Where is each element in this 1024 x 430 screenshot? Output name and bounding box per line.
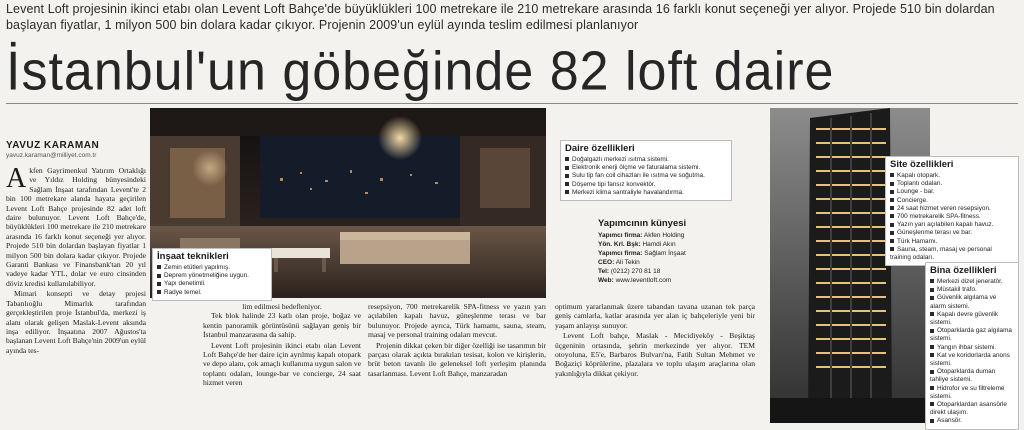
list-item: Deprem yönetmeliğine uygun.: [157, 272, 267, 280]
bullet-icon: [890, 239, 894, 243]
bullet-icon: [890, 231, 894, 235]
list-item: Otoparklarda gaz algılama sistemi.: [930, 327, 1012, 343]
list-item: Yangın ihbar sistemi.: [930, 344, 1014, 352]
list-item: Yapı denetimli.: [157, 280, 267, 288]
col4-paragraph-1: optimum yararlanmak üzere tabandan tavana uzanan tek parça geniş camlarla, katlar arasında yer alan iç bahçeleriyle yeni bir yaşam anlayışı sunuyor.: [555, 302, 755, 330]
apartment-features-box: [560, 140, 732, 201]
bullet-icon: [565, 157, 569, 161]
list-item: Müstakil trafo.: [930, 286, 1014, 294]
bullet-icon: [930, 329, 934, 333]
dropcap: A: [6, 163, 27, 194]
list-item: 24 saat hizmet veren resepsiyon.: [890, 205, 1014, 213]
bullet-icon: [890, 223, 894, 227]
construction-techniques-box: [152, 248, 272, 301]
bullet-icon: [890, 247, 894, 251]
credit-row: CEO: Ali Tekin: [598, 259, 640, 266]
col1-paragraph-1: [6, 163, 146, 288]
bullet-icon: [157, 265, 161, 269]
list-item: Elektronik enerji ölçme ve faturalama sistemi.: [565, 164, 727, 172]
col3-paragraph-2: Projenin dikkat çeken bir diğer özelliği ise tasarımın bir parçası olarak açıkta bırakılan tesisat, kolon ve kirişlerin, brüt beton tavanlı ile geleneksel loft yerleşim planında tasarlanması. Levent Loft Bahçe, manzaradan: [368, 340, 546, 378]
bullet-icon: [930, 402, 934, 406]
bullet-icon: [930, 288, 934, 292]
apartment-features-title: Daire özellikleri: [565, 143, 635, 154]
col2-paragraph-3: Levent Loft projesinin ikinci etabı olan Levent Loft Bahçe'de her daire için ayrılmış kapalı otopark ve depo alanı, çok amaçlı kullanıma uygun salon ve toplantı odaları, lounge-bar ve concierge, 24 saat hizmet veren: [203, 340, 361, 388]
article-column-4: [555, 302, 755, 378]
bullet-icon: [930, 386, 934, 390]
list-item: Güvenlik algılama ve alarm sistemi.: [930, 294, 997, 310]
list-item: Merkezi klima santraliyle havalandırma.: [565, 189, 727, 197]
bullet-icon: [930, 353, 934, 357]
bullet-icon: [930, 419, 934, 423]
list-item: Kapalı devre güvenlik sistemi.: [930, 310, 999, 327]
byline: YAVUZ KARAMAN: [6, 140, 100, 151]
list-item: Toplantı odaları.: [890, 180, 1014, 188]
bullet-icon: [930, 296, 934, 300]
bullet-icon: [565, 166, 569, 170]
headline: İstanbul'un göbeğinde 82 loft daire: [6, 41, 835, 102]
author-email: yavuz.karaman@milliyet.com.tr: [6, 152, 97, 159]
col1-text-1: kfen Gayrimenkul Yatırım Ortaklığı ve Yıldız Holding bünyesindeki Sağlam İnşaat tarafından Levent'te 2 bin 100 metrekare alanda hayata geçirilen Levent Loft Bahçe projesinde 82 adet loft daire bulunuyor. Levent Loft Bahçe'de, büyüklükleri 100 metrekare ile 210 metrekare arasında 16 farklı konut seçeneği yer alıyor. Projede 510 bin dolardan başlayan fiyatlar 1 milyon 500 bin dolara kadar çıkıyor. Projede Garanti Bankası ve Finansbank'tan 20 yıl vadeye kadar YTL, dolar ve euro cinsinden döviz kredisi kullanılabiliyor.: [6, 166, 146, 288]
credit-row: Yön. Krl. Bşk: Hamdi Akın: [598, 241, 676, 248]
bullet-icon: [930, 312, 934, 316]
construction-techniques-title: İnşaat teknikleri: [157, 251, 229, 262]
list-item: 700 metrekarelik SPA-fitness.: [890, 213, 1014, 221]
col2-paragraph-1: lim edilmesi hedefleniyor.: [242, 302, 322, 311]
bullet-icon: [565, 182, 569, 186]
bullet-icon: [890, 173, 894, 177]
bullet-icon: [157, 290, 161, 294]
bullet-icon: [930, 345, 934, 349]
col1-paragraph-2: Mimari konsepti ve detay projesi Tabanlıoğlu Mimarlık tarafından gerçekleştirilen proje İstanbul'da, merkezi iş alanı olarak gelişen Maslak-Levent aksında inşa ediliyor. İnşaatına 2007 Ağustos'ta başlanan Levent Loft Bahçe'nin 2009'un eylül ayında tes-: [6, 289, 146, 355]
bullet-icon: [565, 174, 569, 178]
bullet-icon: [565, 190, 569, 194]
credit-row: Yapımcı firma: Akfen Holding: [598, 232, 685, 239]
list-item: Sauna, steam, masaj ve personal training odaları.: [890, 245, 992, 262]
list-item: Lounge - bar.: [890, 188, 1014, 196]
col2-paragraph-2: Tek blok halinde 23 katlı olan proje, boğaz ve kentin panoramik görüntüsünü sağlayan geniş bir İstanbul manzarasına da sahip.: [203, 311, 361, 340]
site-features-box: [885, 156, 1019, 266]
list-item: Döşeme tipi fansız konvektör.: [565, 181, 727, 189]
list-item: Zemin etütleri yapılmış.: [157, 264, 267, 272]
headline-divider: [6, 103, 1018, 104]
list-item: Otoparklardan asansörle direkt ulaşım.: [930, 401, 1007, 417]
bullet-icon: [930, 370, 934, 374]
list-item: Otoparklarda duman tahliye sistemi.: [930, 368, 996, 384]
bullet-icon: [890, 214, 894, 218]
list-item: Kapalı otopark.: [890, 172, 1014, 180]
producer-credits-title: Yapımcının künyesi: [598, 218, 687, 229]
building-features-box: [925, 262, 1019, 430]
list-item: Sulu tip fan coil cihazları ile ısıtma ve soğutma.: [565, 172, 727, 180]
producer-credits: [598, 218, 758, 285]
credit-row: Yapımcı firma: Sağlam İnşaat: [598, 250, 686, 257]
col4-paragraph-2: Levent Loft bahçe, Maslak - Mecidiyeköy - Beşiktaş üçgeninin ortasında, şehrin merkezinde yer alıyor. TEM otoyoluna, E5'e, Barbaros Bulvarı'na, Fatih Sultan Mehmet ve Boğaziçi köprülerine, plazalara ve toplu ulaşım araçlarına olan yakınlığıyla dikkat çekiyor.: [555, 331, 755, 378]
bullet-icon: [890, 190, 894, 194]
article-column-3: [368, 302, 546, 378]
article-column-2: [203, 302, 361, 388]
bullet-icon: [157, 282, 161, 286]
list-item: Türk Hamamı.: [890, 238, 1014, 246]
building-features-title: Bina özellikleri: [930, 265, 997, 276]
list-item: Asansör.: [930, 417, 1014, 425]
article-column-1: [6, 163, 146, 355]
list-item: Concierge.: [890, 197, 1014, 205]
site-features-title: Site özellikleri: [890, 159, 954, 170]
bullet-icon: [890, 182, 894, 186]
bullet-icon: [930, 279, 934, 283]
credit-row: Web: www.leventloft.com: [598, 277, 672, 284]
list-item: Güneşlenme terası ve bar.: [890, 229, 1014, 237]
list-item: Yazın yarı açılabilen kapalı havuz.: [890, 221, 1014, 229]
bullet-icon: [890, 206, 894, 210]
list-item: Merkezi dizel jeneratör.: [930, 278, 1014, 286]
list-item: Doğalgazlı merkezi ısıtma sistemi.: [565, 156, 727, 164]
bullet-icon: [157, 274, 161, 278]
lead-paragraph: Levent Loft projesinin ikinci etabı olan Levent Loft Bahçe'de büyüklükleri 100 metrekare ile 210 metrekare arasında 16 farklı konut seçeneği yer alıyor. Projede 510 bin dolardan başlayan fiyatlar, 1 milyon 500 bin dolara kadar çıkıyor. Projenin 2009'un eylül ayında teslim edilmesi planlanıyor: [6, 2, 995, 32]
list-item: Hidrofor ve su filtreleme sistemi.: [930, 384, 1005, 400]
col3-paragraph-1: resepsiyon, 700 metrekarelik SPA-fitness ve yazın yarı açılabilen kapalı havuz, güneşlenme terası ve bar bulunuyor. Projede ayrıca, Türk hamamı, sauna, steam, masaj ve personal training odaları mevcut.: [368, 302, 546, 340]
bullet-icon: [890, 198, 894, 202]
list-item: Radye temel.: [157, 289, 267, 297]
list-item: Kat ve koridorlarda anons sistemi.: [930, 351, 1010, 368]
credit-row: Tel: (0212) 270 81 18: [598, 268, 661, 275]
